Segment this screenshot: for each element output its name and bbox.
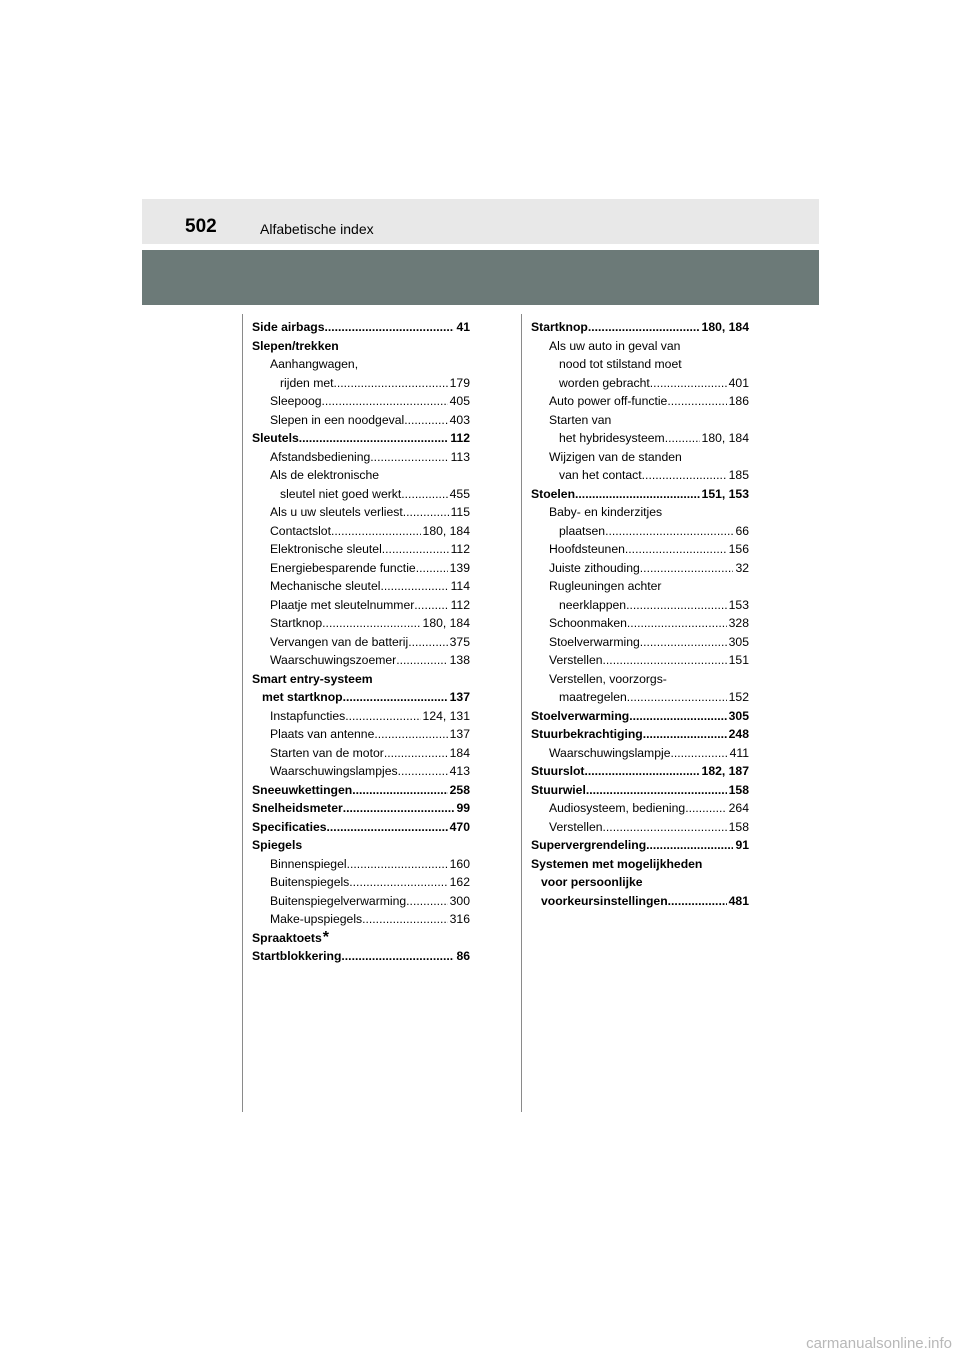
index-entry (252, 466, 470, 485)
dot-leader (380, 577, 448, 596)
dot-leader (403, 503, 449, 522)
dot-leader (384, 744, 448, 763)
index-entry-term: Mechanische sleutel (270, 579, 381, 593)
index-entry-term: Juiste zithouding (549, 560, 640, 575)
dot-leader (343, 688, 448, 707)
index-entry-term: Vervangen van de batterij (270, 634, 409, 649)
dot-leader (603, 818, 727, 837)
index-entry (252, 337, 470, 356)
index-entry (252, 781, 470, 800)
index-entry (252, 614, 470, 633)
left-column-rule (242, 314, 243, 1112)
index-entry-term: Instapfuncties (270, 708, 346, 723)
index-entry (252, 707, 470, 726)
index-entry-page: 162 (449, 875, 470, 889)
index-entry-page: 305 (728, 708, 749, 723)
index-entry (252, 355, 470, 374)
index-entry-term: Spraaktoets (252, 930, 322, 945)
index-entry-page: 185 (728, 468, 749, 482)
dot-leader (345, 707, 420, 726)
index-entry (252, 485, 470, 504)
index-entry (252, 448, 470, 467)
index-entry (531, 411, 749, 430)
index-entry-term: Startknop (270, 616, 323, 630)
index-entry (252, 799, 470, 818)
index-entry-term: Side airbags (252, 320, 325, 334)
index-entry-page: 405 (449, 394, 470, 408)
index-entry (252, 892, 470, 911)
index-entry-page: 160 (449, 856, 470, 871)
index-entry (252, 577, 470, 596)
index-entry-term: Stoelverwarming (531, 708, 630, 723)
index-entry-term: Wijzigen van de standen (549, 449, 682, 464)
index-entry-page: 151 (728, 653, 749, 667)
index-entry (252, 725, 470, 744)
index-entry-term: Sleutels (252, 431, 299, 445)
index-entry (252, 855, 470, 874)
dot-leader (643, 725, 727, 744)
index-entry-term: Startknop (531, 320, 588, 334)
dot-leader (343, 799, 455, 818)
index-entry (252, 374, 470, 393)
index-entry-term: Startblokkering (252, 949, 342, 963)
dot-leader (406, 892, 447, 911)
index-entry-page: 158 (728, 819, 749, 834)
index-entry (252, 559, 470, 578)
dot-leader (667, 392, 726, 411)
index-entry (531, 707, 749, 726)
index-entry-term: Schoonmaken (549, 616, 627, 630)
index-entry-term: Specificaties (252, 819, 327, 834)
index-entry-term: worden gebracht (559, 375, 650, 390)
index-entry (252, 392, 470, 411)
index-entry-page: 180, 184 (422, 616, 470, 630)
index-entry-term: Energiebesparende functie (270, 560, 416, 575)
dot-leader (575, 485, 700, 504)
index-entry (252, 910, 470, 929)
index-entry-term: Als u uw sleutels verliest (270, 505, 403, 519)
dot-leader (627, 614, 727, 633)
dot-leader (331, 522, 421, 541)
index-entry-term: Als de elektronische (270, 468, 380, 482)
index-entry (252, 762, 470, 781)
index-entry (531, 633, 749, 652)
index-entry-page: 180, 184 (701, 320, 749, 334)
index-entry-term: Sneeuwkettingen (252, 782, 353, 797)
index-entry (252, 540, 470, 559)
index-entry-page: 413 (449, 764, 470, 778)
index-entry-page: 180, 184 (701, 431, 749, 445)
index-entry (252, 522, 470, 541)
index-entry-page: 137 (449, 690, 470, 704)
index-entry-page: 115 (450, 505, 470, 519)
dot-leader (603, 651, 727, 670)
index-entry-term: Make-upspiegels (270, 912, 363, 926)
dot-leader (646, 836, 733, 855)
index-entry-term: Waarschuwingslampje (549, 745, 671, 760)
dot-leader (625, 540, 727, 559)
index-entry-page: 316 (449, 912, 470, 926)
index-entry-page: 184 (449, 745, 470, 760)
index-entry-term: Buitenspiegels (270, 875, 350, 889)
index-entry-page: 455 (449, 486, 470, 501)
index-entry (531, 392, 749, 411)
dot-leader (322, 392, 448, 411)
index-entry-term: Rugleuningen achter (549, 579, 662, 593)
index-entry (252, 873, 470, 892)
index-entry (531, 781, 749, 800)
index-entry: Spraaktoets * (252, 928, 330, 946)
index-entry (252, 818, 470, 837)
index-entry-term: Binnenspiegel (270, 856, 347, 871)
index-entry-term: Contactslot (270, 523, 331, 538)
index-entry-term: maatregelen (559, 690, 627, 704)
index-entry-page: 258 (449, 782, 470, 797)
index-entry-term: Baby- en kinderzitjes (549, 505, 663, 519)
page-number: 502 (185, 216, 217, 237)
index-entry-page: 86 (456, 949, 470, 963)
dot-leader (414, 596, 448, 615)
index-entry-term: nood tot stilstand moet (559, 357, 682, 371)
dot-leader (374, 725, 447, 744)
index-entry-page: 411 (729, 745, 749, 760)
header-band (142, 250, 819, 305)
index-entry-page: 151, 153 (701, 486, 749, 501)
index-entry (531, 855, 749, 874)
dot-leader (670, 744, 727, 763)
index-entry-term: met startknop (262, 690, 343, 704)
index-entry (531, 688, 749, 707)
dot-leader (396, 651, 447, 670)
index-entry-term: Stoelen (531, 486, 576, 501)
index-entry (252, 633, 470, 652)
index-entry-term: Starten van (549, 412, 612, 427)
index-entry-term: van het contact (559, 468, 642, 482)
dot-leader (327, 818, 448, 837)
index-entry-page: 156 (728, 542, 749, 556)
dot-leader (642, 466, 727, 485)
watermark: carmanualsonline.info (806, 1335, 952, 1352)
index-entry-page: 300 (449, 893, 470, 908)
index-entry-page: 403 (449, 412, 470, 427)
index-entry (531, 448, 749, 467)
dot-leader (324, 318, 454, 337)
index-entry (531, 522, 749, 541)
dot-leader (685, 799, 726, 818)
index-entry-page: 32 (735, 560, 749, 575)
index-entry-term: Slepen in een noodgeval (270, 412, 405, 427)
index-entry-page: 139 (449, 560, 470, 575)
index-entry (531, 337, 749, 356)
index-entry-term: Aanhangwagen, (270, 357, 359, 371)
index-entry (252, 836, 470, 855)
index-entry-term: Systemen met mogelijkheden (531, 856, 703, 871)
dot-leader (665, 429, 700, 448)
index-entry-term: Afstandsbediening (270, 449, 371, 464)
index-entry-page: 41 (456, 320, 470, 334)
index-entry-term: Stoelverwarming (549, 634, 640, 649)
index-entry-term: Auto power off-functie (549, 394, 668, 408)
dot-leader (352, 781, 447, 800)
dot-leader (588, 318, 700, 337)
index-entry (252, 429, 470, 448)
index-entry-page: 152 (728, 690, 749, 704)
index-entry (531, 799, 749, 818)
index-entry (252, 688, 470, 707)
index-entry-page: 481 (728, 893, 749, 908)
index-entry-term: Slepen/trekken (252, 338, 339, 353)
dot-leader (299, 429, 449, 448)
index-entry-term: Waarschuwingszoemer (270, 653, 397, 667)
section-title: Alfabetische index (260, 221, 374, 237)
index-entry (531, 762, 749, 781)
index-entry (531, 540, 749, 559)
dot-leader (341, 947, 454, 966)
index-entry (531, 725, 749, 744)
index-entry-term: Spiegels (252, 838, 303, 852)
index-entry-page: 305 (728, 634, 749, 649)
index-entry (531, 318, 749, 337)
index-entry (531, 577, 749, 596)
dot-leader (586, 781, 727, 800)
index-entry-page: 248 (728, 727, 749, 741)
dot-leader (629, 707, 726, 726)
dot-leader (370, 448, 448, 467)
index-entry-term: Smart entry-systeem (252, 671, 373, 686)
index-entry-page: 470 (449, 819, 470, 834)
dot-leader (347, 855, 448, 874)
index-entry (531, 374, 749, 393)
index-entry (531, 355, 749, 374)
index-entry-page: 179 (449, 375, 470, 390)
index-column-right (531, 318, 749, 910)
header-bar (142, 199, 819, 244)
index-entry (531, 614, 749, 633)
index-entry-page: 401 (728, 375, 749, 390)
index-entry-term: Stuurslot (531, 764, 585, 778)
index-entry (252, 947, 470, 966)
index-entry-term: Als uw auto in geval van (549, 338, 681, 353)
dot-leader (334, 374, 448, 393)
index-entry-term: voorkeursinstellingen (541, 893, 668, 908)
index-entry-page: 375 (449, 634, 470, 649)
index-entry-page: 99 (456, 801, 470, 815)
index-entry-term: plaatsen (559, 523, 606, 538)
index-entry (252, 670, 470, 689)
index-entry-term: Stuurbekrachtiging (531, 727, 643, 741)
dot-leader (349, 873, 447, 892)
dot-leader (362, 910, 448, 929)
index-entry-page: 328 (728, 616, 749, 630)
index-entry (531, 836, 749, 855)
index-entry (252, 596, 470, 615)
dot-leader (416, 559, 448, 578)
index-entry-page: 114 (450, 579, 470, 593)
index-entry-term: Snelheidsmeter (252, 801, 343, 815)
index-entry-term: Verstellen (549, 819, 603, 834)
index-entry-page: 112 (450, 542, 470, 556)
dot-leader (382, 540, 449, 559)
index-entry-page: 264 (728, 801, 749, 815)
index-entry-term: Sleepoog (270, 394, 322, 408)
index-entry-page: 153 (728, 597, 749, 612)
index-entry-term: Starten van de motor (270, 745, 384, 760)
index-entry-page: 113 (450, 449, 470, 464)
index-entry (531, 596, 749, 615)
index-entry-term: het hybridesysteem (559, 431, 665, 445)
index-entry-term: voor persoonlijke (541, 875, 643, 889)
index-entry-term: Supervergrendeling (531, 838, 647, 852)
index-entry (531, 503, 749, 522)
index-entry (531, 670, 749, 689)
index-entry-term: Verstellen (549, 653, 603, 667)
index-entry (531, 892, 749, 911)
index-entry (531, 744, 749, 763)
dot-leader (605, 522, 733, 541)
right-column-rule (521, 314, 522, 1112)
index-entry-term: neerklappen (559, 597, 627, 612)
index-entry-term: Stuurwiel (531, 782, 586, 797)
index-entry (252, 651, 470, 670)
index-entry (531, 485, 749, 504)
index-entry (252, 503, 470, 522)
dot-leader (408, 633, 447, 652)
index-entry-page: 137 (449, 727, 470, 741)
index-entry-page: 182, 187 (701, 764, 749, 778)
index-entry-page: 91 (735, 838, 749, 852)
dot-leader (404, 411, 447, 430)
index-entry-page: 180, 184 (422, 523, 470, 538)
index-entry-page: 112 (450, 431, 470, 445)
index-entry-page: 186 (728, 394, 749, 408)
index-column-left (252, 318, 470, 966)
index-entry-term: sleutel niet goed werkt (280, 486, 402, 501)
index-entry-term: Hoofdsteunen (549, 542, 625, 556)
dot-leader (640, 633, 727, 652)
index-entry-term: Plaats van antenne (270, 727, 375, 741)
dot-leader (401, 485, 447, 504)
index-entry (531, 559, 749, 578)
index-entry (531, 818, 749, 837)
index-entry-term: Waarschuwingslampjes (270, 764, 398, 778)
dot-leader (650, 374, 727, 393)
dot-leader (626, 596, 727, 615)
index-entry-term: Elektronische sleutel (270, 542, 382, 556)
index-entry (531, 651, 749, 670)
index-entry (252, 744, 470, 763)
index-entry-page: 124, 131 (422, 708, 470, 723)
index-entry-page: 158 (728, 782, 749, 797)
index-entry (531, 873, 749, 892)
dot-leader (627, 688, 727, 707)
index-entry-term: Audiosysteem, bediening (549, 801, 686, 815)
dot-leader (585, 762, 700, 781)
index-entry (252, 411, 470, 430)
index-entry (531, 429, 749, 448)
dot-leader (398, 762, 448, 781)
dot-leader (322, 614, 420, 633)
dot-leader (668, 892, 727, 911)
index-entry-term: rijden met (280, 375, 334, 390)
index-entry-term: Verstellen, voorzorgs- (549, 671, 667, 686)
index-entry (252, 318, 470, 337)
dot-leader (640, 559, 734, 578)
index-entry-page: 112 (450, 597, 470, 612)
index-entry-term: Buitenspiegelverwarming (270, 893, 407, 908)
index-entry-term: Plaatje met sleutelnummer (270, 597, 415, 612)
index-entry-page: 138 (449, 653, 470, 667)
index-entry (531, 466, 749, 485)
index-entry-page: 66 (735, 523, 749, 538)
